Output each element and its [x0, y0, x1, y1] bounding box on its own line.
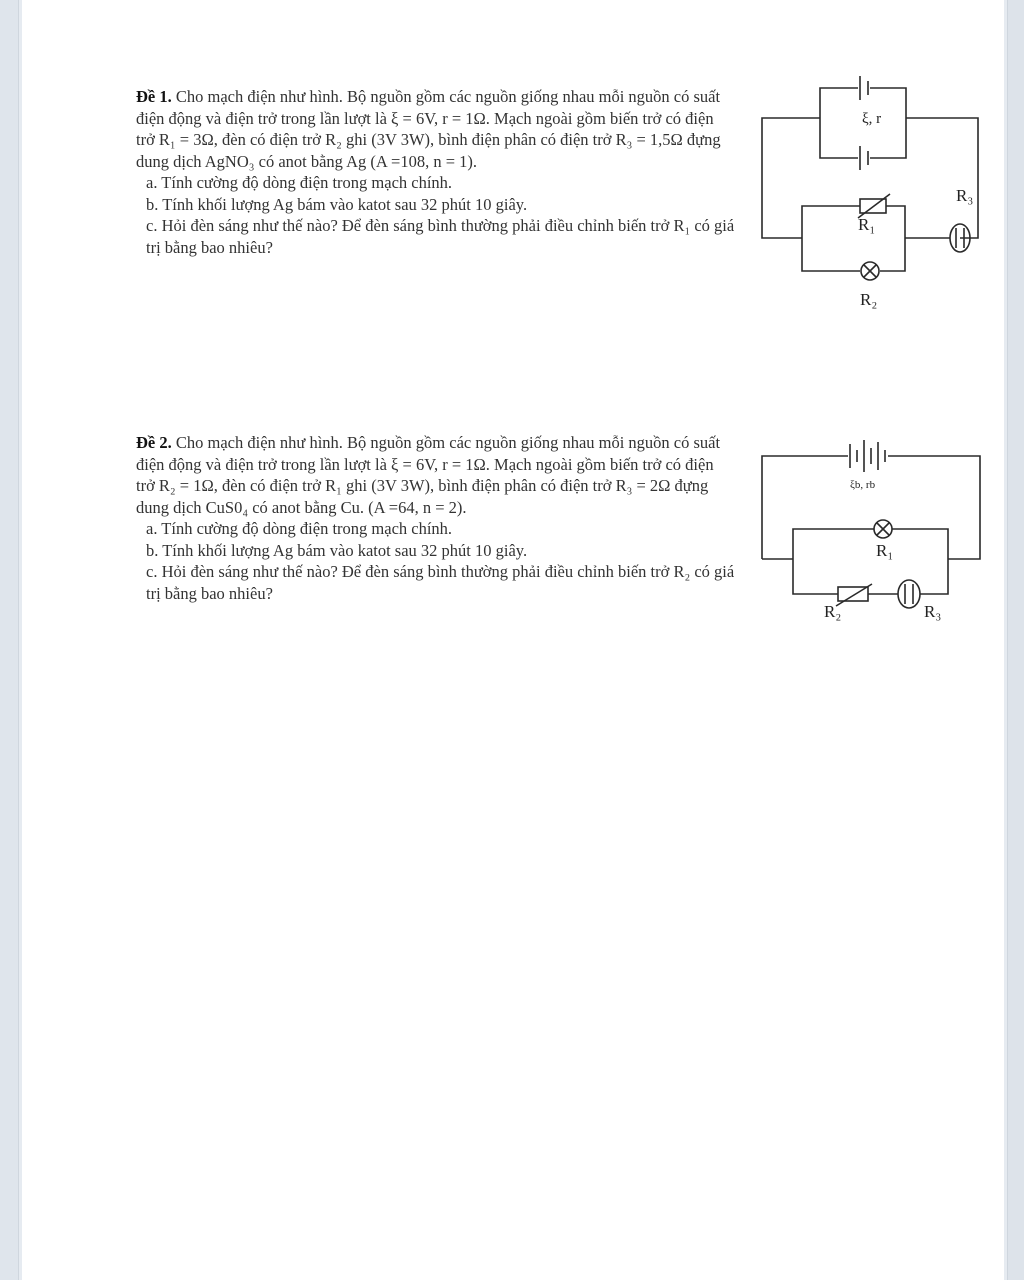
- problem-1-intro: [136, 86, 736, 172]
- circuit-2-cell-label: R₃: [924, 602, 942, 621]
- problem-1-heading: Đề 1.: [136, 87, 172, 106]
- circuit-1-cell-label: R₃: [956, 186, 974, 205]
- problem-2-heading: Đề 2.: [136, 433, 172, 452]
- problem-2: [136, 432, 736, 604]
- window-left-edge: [0, 0, 19, 1280]
- circuit-1-source-label: ξ, r: [862, 111, 882, 127]
- circuit-1-lamp-label: R₂: [860, 290, 878, 309]
- circuit-2-source-label: ξb, rb: [850, 479, 876, 491]
- problem-2-intro-text: Cho mạch điện như hình. Bộ nguồn gồm các nguồn giống nhau mỗi nguồn có suất điện động và điện trở trong lần lượt là ξ = 6V, r = 1Ω. Mạch ngoài gồm biến trở có điện trở R₂ = 1Ω, đèn có điện trở R₁ ghi (3V 3W), bình điện phân có điện trở R₃ = 2Ω đựng dung dịch CuS0₄ có anot bằng Cu. (A =64, n = 2).: [136, 433, 721, 517]
- problem-2-question-c: c. Hỏi đèn sáng như thế nào? Để đèn sáng bình thường phải điều chỉnh biến trở R₂ có giá trị bằng bao nhiêu?: [146, 562, 735, 603]
- circuit-diagram-2: [758, 434, 1008, 644]
- problem-2-question-a: a. Tính cường độ dòng điện trong mạch chính.: [146, 519, 453, 538]
- problem-1-question-a: a. Tính cường độ dòng điện trong mạch chính.: [146, 173, 453, 192]
- circuit-2-rheostat-label: R₂: [824, 602, 842, 621]
- scrollbar-track[interactable]: [1007, 0, 1024, 1280]
- circuit-diagram-1: [760, 68, 1005, 323]
- circuit-1-rheostat-label: R₁: [858, 215, 876, 234]
- document-page: [22, 0, 1004, 1280]
- problem-1-question-c: c. Hỏi đèn sáng như thế nào? Để đèn sáng bình thường phải điều chỉnh biến trở R₁ có giá trị bằng bao nhiêu?: [146, 216, 735, 257]
- problem-2-question-b: b. Tính khối lượng Ag bám vào katot sau 32 phút 10 giây.: [146, 540, 528, 560]
- problem-2-intro: [136, 432, 736, 518]
- problem-1: [136, 86, 736, 258]
- circuit-2-lamp-label: R₁: [876, 541, 894, 560]
- problem-1-question-b: b. Tính khối lượng Ag bám vào katot sau 32 phút 10 giây.: [146, 194, 528, 214]
- problem-1-intro-text: Cho mạch điện như hình. Bộ nguồn gồm các nguồn giống nhau mỗi nguồn có suất điện động và điện trở trong lần lượt là ξ = 6V, r = 1Ω. Mạch ngoài gồm biến trở có điện trở R₁ = 3Ω, đèn có điện trở R₂ ghi (3V 3W), bình điện phân có điện trở R₃ = 1,5Ω đựng dung dịch AgNO₃ có anot bằng Ag (A =108, n = 1).: [136, 87, 721, 171]
